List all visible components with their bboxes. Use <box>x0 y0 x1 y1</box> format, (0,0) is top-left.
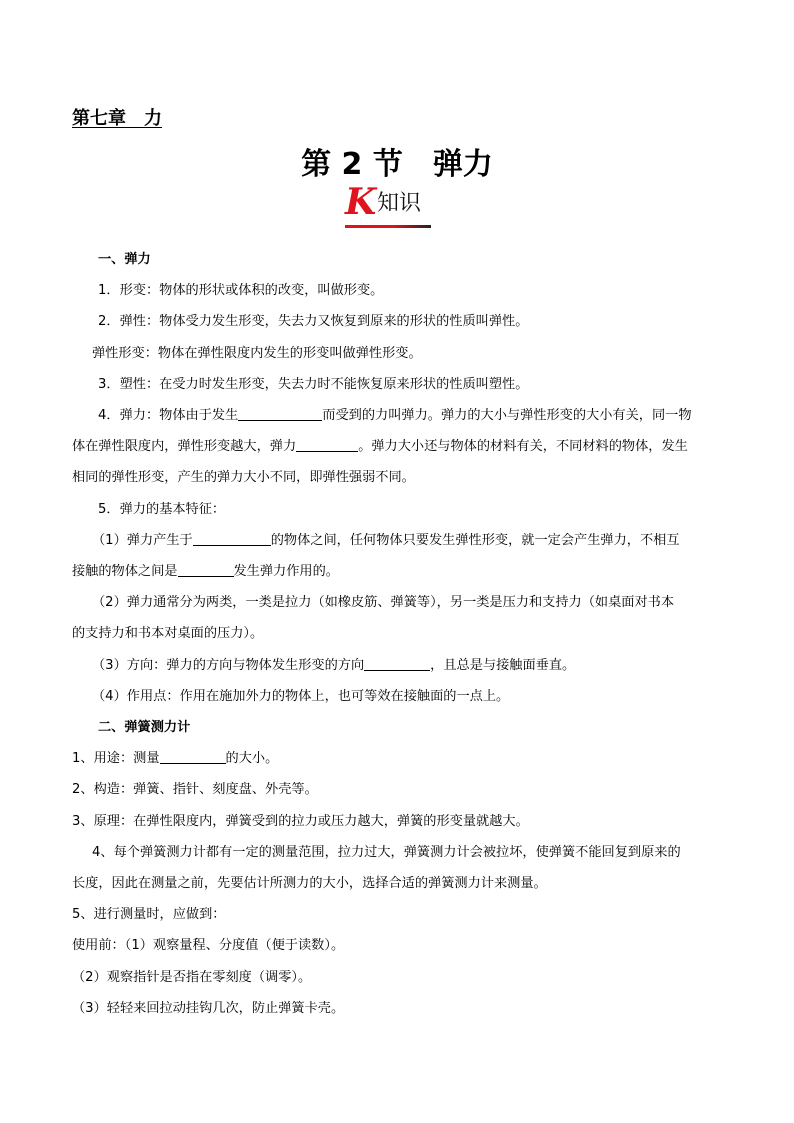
paragraph-zeroing: （2）观察指针是否指在零刻度（调零）。 <box>72 969 312 985</box>
badge-text: 知识 <box>377 191 422 216</box>
paragraph-principle: 3、原理：在弹性限度内，弹簧受到的拉力或压力越大，弹簧的形变量就越大。 <box>72 813 529 829</box>
text-fragment: 4．弹力：物体由于发生 <box>98 408 239 424</box>
text-fragment: 体在弹性限度内，弹性形变越大，弹力 <box>72 439 297 455</box>
text-fragment: 发生弹力作用的。 <box>233 564 339 580</box>
paragraph-deformation: 1．形变：物体的形状或体积的改变，叫做形变。 <box>98 283 384 299</box>
text-fragment: 的大小。 <box>225 751 279 767</box>
paragraph-structure: 2、构造：弹簧、指针、刻度盘、外壳等。 <box>72 782 318 798</box>
paragraph-usage <box>72 743 722 774</box>
paragraph-feature-3 <box>72 650 722 681</box>
paragraph-elastic-deformation: 弹性形变：物体在弹性限度内发生的形变叫做弹性形变。 <box>92 345 422 361</box>
paragraph-elastic-force-def <box>72 400 722 431</box>
text-fragment: 而受到的力叫弹力。弹力的大小与弹性形变的大小有关，同一物 <box>322 408 692 424</box>
paragraph-elasticity: 2．弹性：物体受力发生形变，失去力又恢复到原来的形状的性质叫弹性。 <box>98 314 529 330</box>
paragraph-feature-1 <box>72 525 722 556</box>
paragraph-feature-2-cont: 的支持力和书本对桌面的压力）。 <box>72 626 264 642</box>
fill-blank[interactable] <box>364 656 430 671</box>
text-fragment: 1、用途：测量 <box>72 751 160 767</box>
fill-blank[interactable] <box>238 406 322 421</box>
document-body <box>72 244 722 1024</box>
paragraph-measure-steps: 5、进行测量时，应做到： <box>72 907 226 923</box>
text-fragment: ，且总是与接触面垂直。 <box>430 657 576 673</box>
paragraph-feature-1-cont <box>72 556 722 587</box>
badge-letter: K <box>345 181 377 223</box>
text-fragment: 。弹力大小还与物体的材料有关，不同材料的物体，发生 <box>358 439 688 455</box>
knowledge-badge <box>345 181 431 230</box>
paragraph-feature-4: （4）作用点：作用在施加外力的物体上，也可等效在接触面的一点上。 <box>92 688 510 704</box>
fill-blank[interactable] <box>178 562 234 577</box>
fill-blank[interactable] <box>160 749 226 764</box>
paragraph-range: 4、每个弹簧测力计都有一定的测量范围，拉力过大，弹簧测力计会被拉坏，使弹簧不能回复到原来的 <box>92 844 681 860</box>
fill-blank[interactable] <box>193 531 271 546</box>
fill-blank[interactable] <box>296 437 358 452</box>
badge-underline <box>345 225 431 228</box>
section-heading-spring-scale: 二、弹簧测力计 <box>98 720 191 736</box>
paragraph-basic-features: 5．弹力的基本特征： <box>98 501 226 517</box>
paragraph-elastic-force-cont <box>72 431 722 462</box>
text-fragment: 的物体之间，任何物体只要发生弹性形变，就一定会产生弹力，不相互 <box>270 532 680 548</box>
paragraph-plasticity: 3．塑性：在受力时发生形变，失去力时不能恢复原来形状的性质叫塑性。 <box>98 376 529 392</box>
paragraph-pull-hook: （3）轻轻来回拉动挂钩几次，防止弹簧卡壳。 <box>72 1000 345 1016</box>
paragraph-elastic-force-end: 相同的弹性形变，产生的弹力大小不同，即弹性强弱不同。 <box>72 470 415 486</box>
paragraph-feature-2: （2）弹力通常分为两类，一类是拉力（如橡皮筋、弹簧等），另一类是压力和支持力（如桌面对书本 <box>92 595 675 611</box>
paragraph-range-cont: 长度，因此在测量之前，先要估计所测力的大小，选择合适的弹簧测力计来测量。 <box>72 876 547 892</box>
section-heading-elastic-force: 一、弹力 <box>98 252 151 267</box>
text-fragment: 接触的物体之间是 <box>72 564 178 580</box>
paragraph-before-use: 使用前：（1）观察量程、分度值（便于读数）。 <box>72 938 345 954</box>
chapter-title: 第七章 力 <box>72 108 162 129</box>
text-fragment: （3）方向：弹力的方向与物体发生形变的方向 <box>92 657 365 673</box>
section-title: 第 2 节 弹力 <box>301 147 493 182</box>
text-fragment: （1）弹力产生于 <box>92 532 193 548</box>
